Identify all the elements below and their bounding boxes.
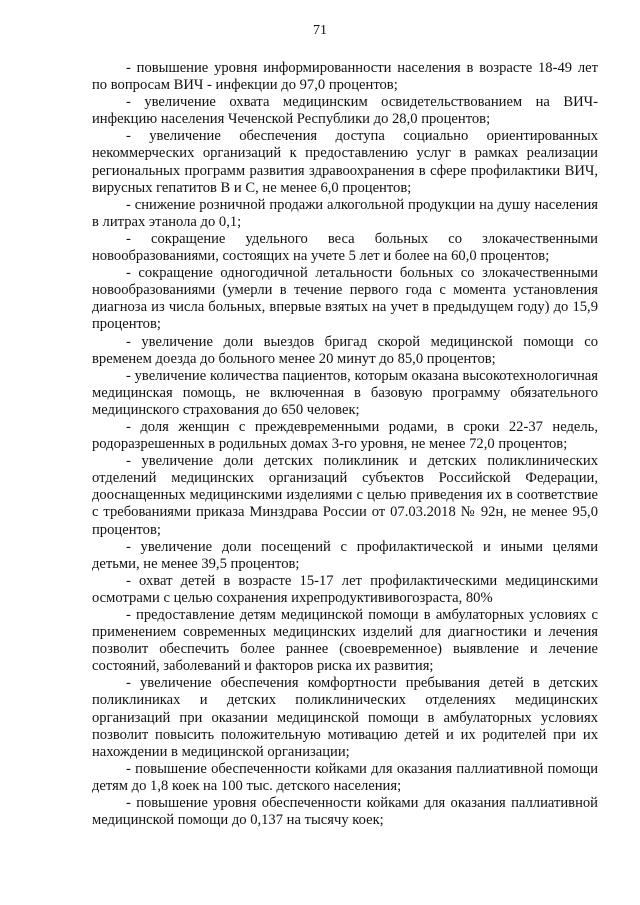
list-item: - доля женщин с преждевременными родами, в сроки 22-37 недель, родоразрешенных в родильных домах 3-го уровня, не менее 72,0 процентов; [92, 418, 598, 453]
list-item: - увеличение доли выездов бригад скорой медицинской помощи со временем доезда до больного менее 20 минут до 85,0 процентов; [92, 333, 598, 367]
list-item: - увеличение обеспечения комфортности пребывания детей в детских поликлиниках и детских поликлинических отделениях медицинских организаций при оказании медицинской помощи в амбулаторных условиях позволит повысить положительную мотивацию детей и их родителей при их нахождении в медицинской организации; [92, 675, 598, 760]
list-item: - увеличение обеспечения доступа социально ориентированных некоммерческих организаций к предоставлению услуг в рамках реализации региональных программ развития здравоохранения в сфере профилактики ВИЧ, вирусных гепатитов В и С, не менее 6,0 процентов; [92, 128, 598, 196]
list-item: - повышение обеспеченности койками для оказания паллиативной помощи детям до 1,8 коек на 100 тыс. детского населения; [92, 760, 598, 794]
list-item: - снижение розничной продажи алкогольной продукции на душу населения в литрах этанола до 0,1; [92, 196, 598, 230]
list-item: - охват детей в возрасте 15-17 лет профилактическими медицинскими осмотрами с целью сохранения ихрепродуктививогозраста, 80% [92, 572, 598, 606]
list-item: - увеличение доли посещений с профилактической и иными целями детьми, не менее 39,5 процентов; [92, 538, 598, 572]
list-item: - увеличение доли детских поликлиник и детских поликлинических отделений медицинских организаций субъектов Российской Федерации, дооснащенных медицинскими изделиями с целью приведения их в соответствие с требованиями приказа Минздрава России от 07.03.2018 № 92н, не менее 95,0 процентов; [92, 453, 598, 538]
list-item: - предоставление детям медицинской помощи в амбулаторных условиях с применением современных медицинских изделий для диагностики и лечения позволит обеспечить более раннее (своевременное) выявление и лечение состояний, заболеваний и факторов риска их развития; [92, 607, 598, 675]
list-item: - сокращение одногодичной летальности больных со злокачественными новообразованиями (умерли в течение первого года с момента установления диагноза из числа больных, впервые взятых на учет в предыдущем году) до 15,9 процентов; [92, 265, 598, 333]
list-item: - увеличение охвата медицинским освидетельствованием на ВИЧ-инфекцию населения Чеченской Республики до 28,0 процентов; [92, 94, 598, 128]
list-item: - увеличение количества пациентов, которым оказана высокотехнологичная медицинская помощь, не включенная в базовую программу обязательного медицинского страхования до 650 человек; [92, 367, 598, 418]
list-item: - повышение уровня обеспеченности койками для оказания паллиативной медицинской помощи до 0,137 на тысячу коек; [92, 795, 598, 829]
list-item: - повышение уровня информированности населения в возрасте 18-49 лет по вопросам ВИЧ - инфекции до 97,0 процентов; [92, 60, 598, 94]
document-body [92, 60, 598, 829]
page-number: 71 [313, 23, 327, 38]
list-item: - сокращение удельного веса больных со злокачественными новообразованиями, состоящих на учете 5 лет и более на 60,0 процентов; [92, 230, 598, 265]
